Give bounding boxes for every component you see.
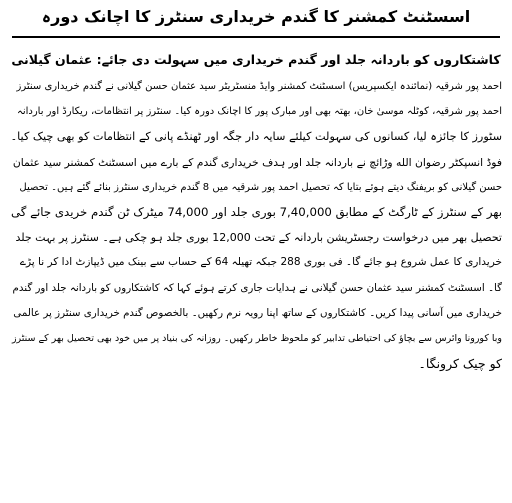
- article-body: [10, 74, 502, 376]
- body-line: تحصیل بھر میں درخواست رجسٹریشن باردانہ کے تحت 12,000 بوری جلد ہو چکی ہے۔ سنٹرز پر بہت جلد: [15, 231, 502, 245]
- body-line: وبا کورونا وائرس سے بچاؤ کی احتیاطی تدابیر کو ملحوظ خاطر رکھیں۔ روزانہ کی بنیاد پر میں خود بھی تحصیل بھر کے سنٹرز: [11, 333, 502, 345]
- body-line: بھر کے سنٹرز کے ٹارگٹ کے مطابق 7,40,000 بوری جلد اور 74,000 میٹرک ٹن گندم خریدی جائے گی: [11, 205, 502, 220]
- subheadline: کاشتکاروں کو باردانہ جلد اور گندم خریداری میں سہولت دی جائے: عثمان گیلانی: [11, 52, 501, 67]
- body-line: احمد پور شرقیہ (نمائندہ ایکسپریس) اسسٹنٹ کمشنر وایڈ منسٹریٹر سید عثمان حسن گیلانی نے گندم خریداری سنٹرز: [16, 81, 502, 92]
- headline: اسسٹنٹ کمشنر کا گندم خریداری سنٹرز کا اچانک دورہ: [41, 7, 471, 26]
- body-line: احمد پور شرقیہ، کوٹلہ موسیٰ خان، بھتہ بھی اور مبارک پور کا اچانک دورہ کیا۔ سنٹرز پر انتظامات، ریکارڈ اور باردانہ: [16, 106, 502, 118]
- body-line: سٹورز کا جائزہ لیا، کسانوں کی سہولت کیلئے سایہ دار جگہ اور ٹھنڈے پانی کے انتظامات کو بھی چیک کیا۔: [10, 130, 502, 144]
- body-line: خریداری میں آسانی پیدا کریں۔ کاشتکاروں کے ساتھ اپنا رویہ نرم رکھیں۔ بالخصوص گندم خریداری سنٹرز پر عالمی: [13, 306, 502, 319]
- body-line: خریداری کا عمل شروع ہو جائے گا۔ فی بوری 288 جبکہ تھیلہ 64 کے حساب سے بینک میں ڈیپازٹ ادا کر نا پڑے: [19, 256, 502, 269]
- body-line: حسن گیلانی کو بریفنگ دیتے ہوئے بتایا کہ تحصیل احمد پور شرقیہ میں 8 گندم خریداری سنٹرز بنائے گئے ہیں۔ تحصیل: [19, 181, 502, 193]
- body-line: گا۔ اسسٹنٹ کمشنر سید عثمان حسن گیلانی نے ہدایات جاری کرتے ہوئے کہا کہ کاشتکاروں کو باردانہ جلد اور گندم: [12, 281, 502, 294]
- headline-divider: [12, 36, 500, 38]
- body-line: کو چیک کرونگا۔: [418, 356, 502, 372]
- body-line: فوڈ انسپکٹر رضوان الله وڑائچ نے باردانہ جلد اور ہدف خریداری گندم کے بارے میں اسسٹنٹ کمشنر سید عثمان: [12, 155, 502, 169]
